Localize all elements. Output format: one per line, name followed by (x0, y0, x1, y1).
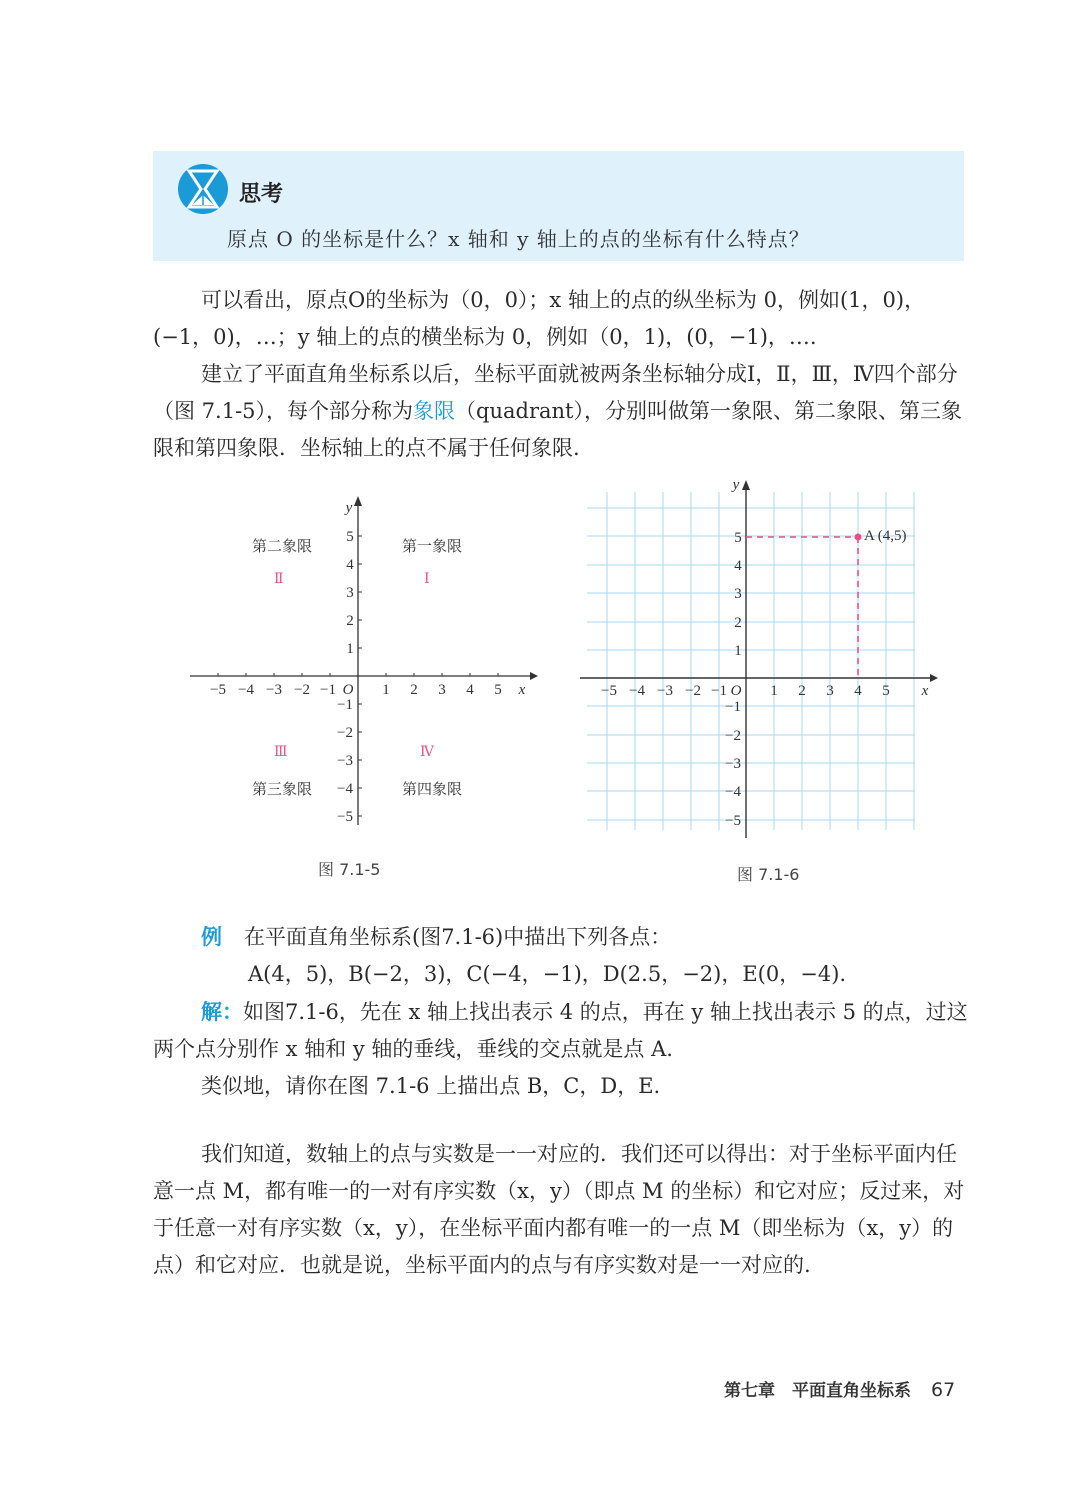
label-quadrant-4: 第四象限 (402, 780, 463, 798)
svg-text:−5: −5 (601, 683, 617, 699)
think-box (153, 151, 964, 261)
svg-text:−5: −5 (725, 813, 741, 829)
svg-text:1: 1 (382, 682, 390, 698)
svg-text:4: 4 (466, 682, 474, 698)
figure-grid-point-a (575, 470, 945, 845)
label-quadrant-1: 第一象限 (402, 537, 463, 555)
svg-text:−5: −5 (210, 682, 226, 698)
svg-text:x: x (921, 683, 929, 699)
svg-text:−2: −2 (685, 683, 701, 699)
think-title: 思考 (239, 182, 284, 207)
numeral-quadrant-1: Ⅰ (424, 571, 430, 587)
example-block (153, 918, 968, 1105)
label-quadrant-2: 第二象限 (252, 537, 313, 555)
hourglass-icon (177, 163, 229, 215)
svg-text:−5: −5 (337, 809, 353, 825)
numeral-quadrant-3: Ⅲ (274, 744, 288, 760)
svg-text:−3: −3 (266, 682, 282, 698)
svg-text:−2: −2 (294, 682, 310, 698)
svg-text:O: O (342, 682, 354, 698)
paragraph-text: 我们知道，数轴上的点与实数是一一对应的．我们还可以得出：对于坐标平面内任意一点 M，都有唯一的一对有序实数（x，y）（即点 M 的坐标）和它对应；反过来，对于任意一对有序实数（x，y），在坐标平面内都有唯一的一点 M（即坐标为（x，y）的点）和它对应．也就是说，坐标平面内的点与有序实数对是一一对应的. (153, 1142, 965, 1277)
svg-text:2: 2 (734, 615, 742, 631)
svg-text:−2: −2 (337, 725, 353, 741)
svg-text:−2: −2 (725, 728, 741, 744)
svg-text:−3: −3 (337, 753, 353, 769)
paragraph-line: 可以看出，原点O的坐标为（0，0）；x 轴上的点的纵坐标为 0，例如(1，0)， (201, 288, 926, 312)
svg-text:−1: −1 (725, 699, 741, 715)
paragraph-text: （quadrant），分别叫做第一象限、第二象限、第三象限和第四象限．坐标轴上的点不属于任何象限. (153, 399, 962, 460)
svg-text:1: 1 (770, 683, 778, 699)
svg-text:−1: −1 (711, 683, 727, 699)
svg-text:x: x (518, 682, 526, 698)
page-number: 67 (931, 1379, 956, 1401)
solution-text: 如图7.1-6，先在 x 轴上找出表示 4 的点，再在 y 轴上找出表示 5 的点，过这两个点分别作 x 轴和 y 轴的垂线，垂线的交点就是点 A. (153, 1000, 968, 1061)
svg-text:−1: −1 (320, 682, 336, 698)
svg-text:y: y (345, 500, 353, 516)
paragraph-correspondence (153, 1136, 968, 1284)
svg-text:5: 5 (494, 682, 502, 698)
paragraph-line: (−1，0)，…；y 轴上的点的横坐标为 0，例如（0，1)，(0，−1)，…. (153, 325, 817, 349)
think-question: 原点 O 的坐标是什么？x 轴和 y 轴上的点的坐标有什么特点？ (227, 227, 810, 251)
term-quadrant: 象限 (413, 399, 456, 423)
svg-text:O: O (730, 683, 742, 699)
svg-text:2: 2 (346, 613, 354, 629)
example-label: 例 (201, 924, 222, 949)
svg-text:4: 4 (854, 683, 862, 699)
svg-text:2: 2 (410, 682, 418, 698)
example-text: 在平面直角坐标系(图7.1-6)中描出下列各点： (244, 925, 672, 949)
paragraph-text: 建立了平面直角坐标系以后，坐标平面就被两条坐标轴分成Ⅰ，Ⅱ，Ⅲ，Ⅳ四个部分（图 7.1-5），每个部分称为 (153, 362, 958, 423)
svg-text:1: 1 (346, 641, 354, 657)
svg-text:4: 4 (346, 557, 354, 573)
svg-text:y: y (732, 477, 740, 493)
numeral-quadrant-4: Ⅳ (420, 744, 434, 760)
svg-text:−4: −4 (725, 784, 741, 800)
page-footer (724, 1376, 955, 1401)
svg-text:−3: −3 (725, 756, 741, 772)
svg-text:−4: −4 (629, 683, 645, 699)
chapter-title: 第七章 平面直角坐标系 (724, 1381, 911, 1401)
label-quadrant-3: 第三象限 (252, 780, 313, 798)
figure-caption-7-1-5: 图 7.1-5 (318, 860, 381, 879)
svg-text:−4: −4 (238, 682, 254, 698)
solution-label: 解： (201, 999, 243, 1024)
svg-text:1: 1 (734, 643, 742, 659)
point-a-label: A (4,5) (864, 528, 907, 544)
numeral-quadrant-2: Ⅱ (274, 571, 284, 587)
svg-text:5: 5 (734, 530, 742, 546)
example-points: A(4，5)，B(−2，3)，C(−4，−1)，D(2.5，−2)，E(0，−4). (248, 962, 847, 986)
svg-text:5: 5 (346, 529, 354, 545)
svg-text:2: 2 (798, 683, 806, 699)
solution-followup: 类似地，请你在图 7.1-6 上描出点 B，C，D，E. (201, 1074, 661, 1098)
svg-text:−3: −3 (657, 683, 673, 699)
svg-text:5: 5 (882, 683, 890, 699)
figure-caption-7-1-6: 图 7.1-6 (737, 865, 800, 884)
svg-text:3: 3 (826, 683, 834, 699)
svg-text:−4: −4 (337, 781, 353, 797)
svg-text:4: 4 (734, 558, 742, 574)
paragraph-origin (153, 282, 968, 356)
figure-quadrants (185, 490, 545, 835)
paragraph-quadrants (153, 356, 968, 467)
svg-text:−1: −1 (337, 697, 353, 713)
svg-text:3: 3 (346, 585, 354, 601)
svg-text:3: 3 (734, 586, 742, 602)
svg-text:3: 3 (438, 682, 446, 698)
